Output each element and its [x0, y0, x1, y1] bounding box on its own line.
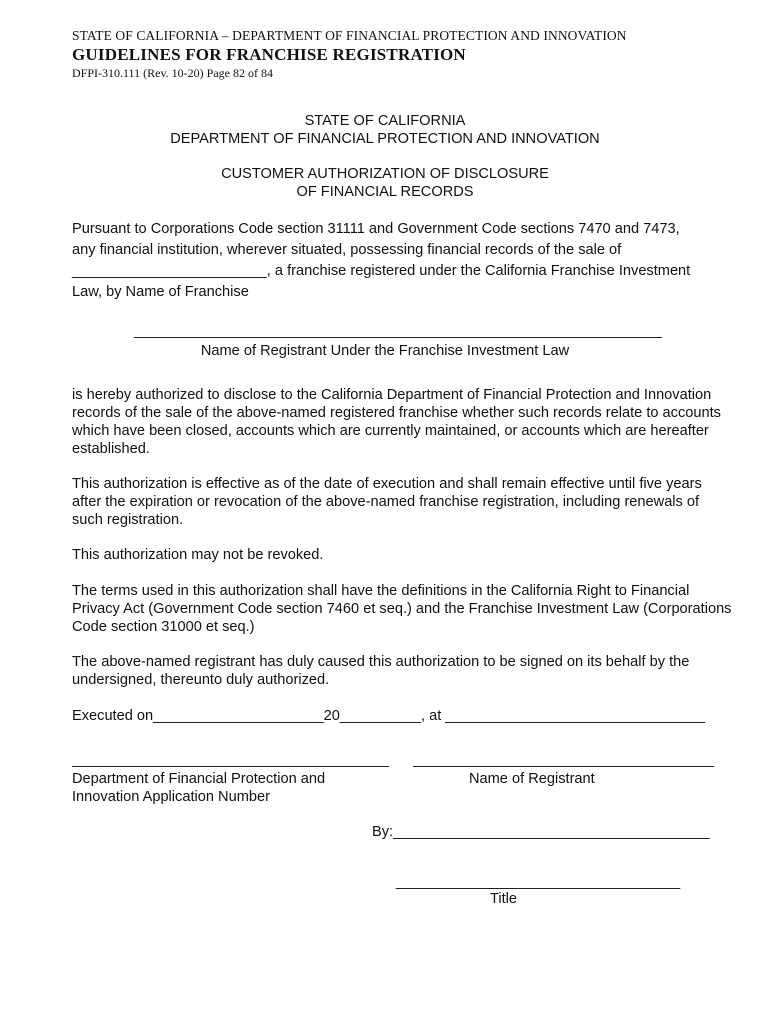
intro-line-1: Pursuant to Corporations Code section 31111 and Government Code sections 7470 and 7473,	[72, 221, 680, 237]
form-title-line-2: OF FINANCIAL RECORDS	[296, 184, 474, 200]
dept-label-line-1: Department of Financial Protection and	[72, 771, 326, 787]
executed-line: Executed on_____________________20__________, at ________________________________	[72, 708, 706, 724]
form-title-line-1: CUSTOMER AUTHORIZATION OF DISCLOSURE	[221, 166, 549, 182]
heading-department: DEPARTMENT OF FINANCIAL PROTECTION AND INNOVATION	[170, 131, 600, 147]
intro-line-2: any financial institution, wherever situated, possessing financial records of the sale of	[72, 242, 622, 258]
agency-header: STATE OF CALIFORNIA – DEPARTMENT OF FINANCIAL PROTECTION AND INNOVATION	[72, 28, 627, 43]
heading-state: STATE OF CALIFORNIA	[304, 113, 466, 129]
effective-paragraph: This authorization is effective as of the date of execution and shall remain effective until five years after the expiration or revocation of the above-named franchise registration, including renewals of such registration.	[72, 476, 702, 528]
authorization-paragraph: is hereby authorized to disclose to the California Department of Financial Protection and Innovation records of the sale of the above-named registered franchise whether such records relate to accounts which have been closed, accounts which are currently maintained, or accounts which are hereafter established.	[72, 387, 721, 457]
registrant-signature-line[interactable]	[413, 766, 714, 767]
registrant-name-label-bottom: Name of Registrant	[469, 771, 595, 787]
title-blank-line: ___________________________________	[396, 874, 681, 890]
document-title: GUIDELINES FOR FRANCHISE REGISTRATION	[72, 45, 466, 64]
dept-application-number-line[interactable]	[72, 766, 389, 767]
registrant-name-label: Name of Registrant Under the Franchise Investment Law	[200, 343, 570, 359]
signed-paragraph: The above-named registrant has duly caused this authorization to be signed on its behalf by the undersigned, thereunto duly authorized.	[72, 654, 690, 688]
by-signature-line: By:_______________________________________	[372, 824, 710, 840]
intro-line-4: Law, by Name of Franchise	[72, 284, 249, 300]
form-number: DFPI-310.111 (Rev. 10-20) Page 82 of 84	[72, 66, 273, 80]
registrant-name-signature-line[interactable]	[134, 337, 662, 338]
title-label: Title	[490, 891, 518, 907]
terms-paragraph: The terms used in this authorization shall have the definitions in the California Right to Financial Privacy Act (Government Code section 7460 et seq.) and the Franchise Investment Law (Corporations Code section 31000 et seq.)	[72, 583, 732, 635]
intro-line-3: ________________________, a franchise registered under the California Franchise Investment	[72, 263, 691, 279]
dept-label-line-2: Innovation Application Number	[72, 789, 270, 805]
revocation-paragraph: This authorization may not be revoked.	[72, 547, 324, 563]
